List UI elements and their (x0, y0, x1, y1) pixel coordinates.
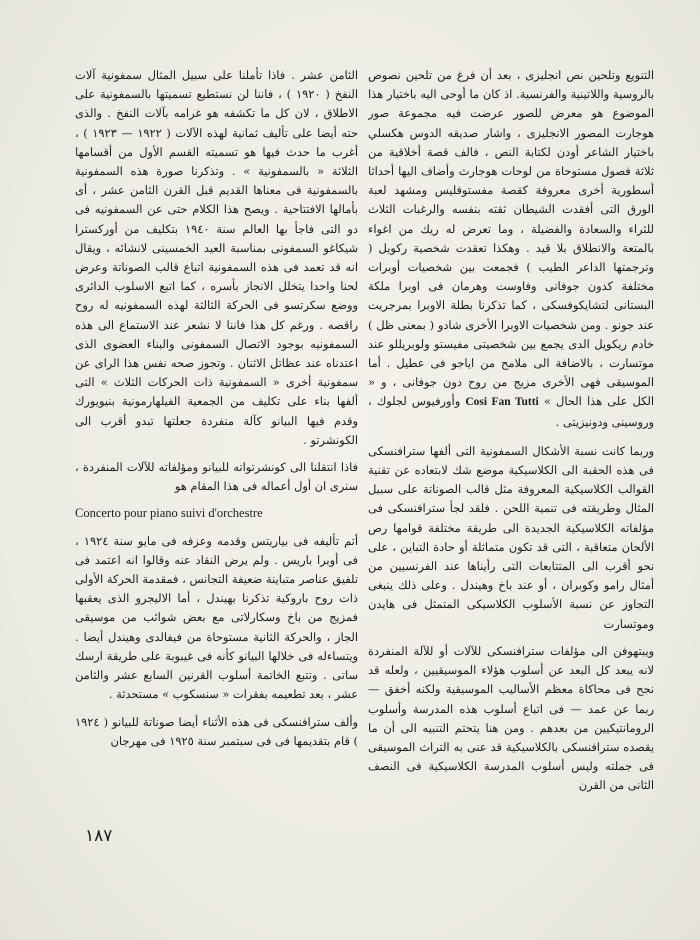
left-paragraph-4: وألف سترافنسكى فى هذه الأثناء أيضا صوناتة للبيانو ( ١٩٢٤ ) قام بتقديمها فى فى سبتمبر سنة ١٩٢٥ فى مهرجان (75, 714, 358, 748)
left-column (75, 66, 358, 846)
left-paragraph-1: الثامن عشر . فاذا تأملنا على سبيل المثال سمفونية آلات النفخ ( ١٩٢٠ ) ، فاننا لن نستطيع تسميتها بالسمفونية على الاطلاق ، لان كل ما تكشفه هو غرامه بآلات النفخ . والذى حته أيضا على تأليف ثمانية لهذه الآلات ( ١٩٢٢ — ١٩٢٣ ) ، أغرب ما حدث فيها هو تسميته القسم الأول من أقسامها الثلاثة « بالسمفونية » . وتذكرنا صورة هذه السمفونية بالسمفونية فى معناها القديم قبل القرن الثامن عشر ، أى بأمالها الافتتاحية . ويصح هذا الكلام حتى عن السمفونيه فى دو التى فاجأ بها العالم سنة ١٩٤٠ بتكليف من أوركسترا شيكاغو السمفونى بمناسبة العيد الخمسينى لانشائه ، ويقال انه قد تعمد فى هذه السمفونية اتباع قالب الصوناتة وعرض لحنا واحدا يتخلل الانجاز بأسره ، كما اتبع الاسلوب الدائرى ووضع سكرتسو فى الحركة الثالثة لهذه السمفونيه له روح راقصه . ورغم كل هذا فاننا لا نشعر عند الاستماع الى هذه السمفونيه بوجود الاتصال السمفونى والبناء العضوى الذى اعتدناه عند عظاتل الاثنان . وتجوز صحه نفس هذا الراى عن سمفونية أخرى « السمفونية ذات الحركات الثلاث » التى ألفها بناء على تكليف من الجمعية الفيلهارمونية بنيويورك وقدم فيها البيانو كآلة منفردة جعلتها تبدو أقرب الى الكونشرتو . (75, 68, 358, 447)
right-paragraph-3: ويبتهوفن الى مؤلفات سترافنسكى للآلات أو للآلة المنفردة لانه يبعد كل البعد عن أسلوب هؤلاء الموسيقيين ، ولعله قد نجح فى محاكاة معظم الأساليب الموسيقية ولكنه أخفق — ربما عن عمد — فى اتباع أسلوب هذه المدرسة وأسلوب الرومانتيكيين من بعدهم . ومن هنا يتحتم التنبيه الى أن ما يقصده سترافنسكى بالكلاسيكية قد عنى به التراث الموسيقى فى جملته وليس أسلوب المدرسة الكلاسيكية فى النصف الثانى من القرن (368, 643, 654, 793)
right-paragraph-1: التنويع وتلحين نص انجليزى ، بعد أن فرغ من تلحين نصوص بالروسية واللاتينية والفرنسية. اذ كان ما أوحى اليه باختيار هذا الموضوع هو معرض للصور عرضت فيه مجموعة صور هوجارت المصور الانجليزى ، واشار صديقه الدوس هكسلي باختيار الشاعر أودن لكتابة النص ، فالف قصة أخلاقية من ثلاثة فصول مستوحاة من لوحات هوجارث وأضاف اليها أحداثا أسطورية أخرى معروفة كقصة مفستوفليس ومشهد لعبة الورق التى أفقدت الشيطان ثقته بنفسه والرغبات الثلاث للثراء والسعادة والفضيلة ، وما تعرض له ريك من اغواء بالمتعة والانطلاق بلا قيد . وهكذا تعقدت شخصية ركويل ( وترجمتها الداعر الطيب ) فجمعت بين شخصيات أوبرات مختلفة كدون جوفانى وفاوست وهرمان فى اوبرا ملكة البستانى لتشايكوفسكى ، كما تذكرنا بطلة الاوبرا بمرجريت عند جونو . ومن شخصيات الاوبرا الأخرى شادو ( بمعنى ظل ) خادم ريكويل الدى يجمع بين شخصيتى مفيستو ولوبريللو عند موتسارت ، بالاضافة الى ملامح من اياجو فى عطيل . أما الموسيقى فهى الأخرى مزيج من روح دون جوفانى ، و « الكل على هذا الحال » Cosi Fan Tutti وأورفيوس لجلوك ، وروسينى ودونيزيتى . (368, 68, 654, 429)
right-paragraph-2: وربما كانت نسبة الأشكال السمفونية التى ألفها سترافنسكى فى هذه الحقبة الى الكلاسيكية موضع شك لابتعاده عن تقنية القوالب الكلاسيكية المعروفة مثل قالب الصوناتة على سبيل المثال وطريقته فى تنمية اللحن . فلقد لجأ سترافنسكى فى مؤلفاته الكلاسيكية الجديدة الى طريقة مختلفة قوامها رص الألحان متعاقبة ، التى قد تكون متماثلة أو حادة التباين ، على نحو أقرب الى المتتابعات التى رأيناها عند الفرنسيين من أمثال رامو وكوبران ، أو عند باخ وهيندل . وعلى ذلك ينبغى التجاوز عن نسبة الأسلوب الكلاسيكى المتمثل فى هايدن وموتسارت (368, 443, 654, 631)
latin-title-cosi-fan-tutti: Cosi Fan Tutti (465, 396, 539, 409)
left-paragraph-3: أتم تأليفه فى بياريتس وقدمه وعزفه فى مايو سنة ١٩٢٤ ، فى أوبرا باريس . ولم يرض النقاد عنه وقالوا انه اعتمد فى تلفيق عناصر متباينة ضعيفة التجانس ، فمقدمة الحركة الأولى ذات روح باروكية تذكرنا بهيندل ، أما الاليجرو الذى يعقبها فمزيج من باخ وسكارلاتى مع بعض شوائب من موسيقى الجاز ، والحركة الثانية مستوحاة من فيفالدى وهيندل أيضا . ويتساءله فى خلالها البيانو كأنه فى غيبوبة على طريقة ارسك ساتى . وتتبع الخاتمة أسلوب القرنين السابع عشر والثامن عشر ، بعد تطعيمه بفقرات « سنسكوب » مستحدثة . (75, 533, 358, 702)
latin-concerto-title: Concerto pour piano suivi d'orchestre (75, 506, 263, 521)
left-paragraph-2: فاذا انتقلنا الى كونشرتواته للبيانو ومؤلفاته للآلات المنفردة ، سنرى ان أول أعماله فى هذا المقام هو (75, 460, 358, 494)
right-column (368, 66, 654, 866)
page-number: ١٨٧ (85, 826, 113, 846)
